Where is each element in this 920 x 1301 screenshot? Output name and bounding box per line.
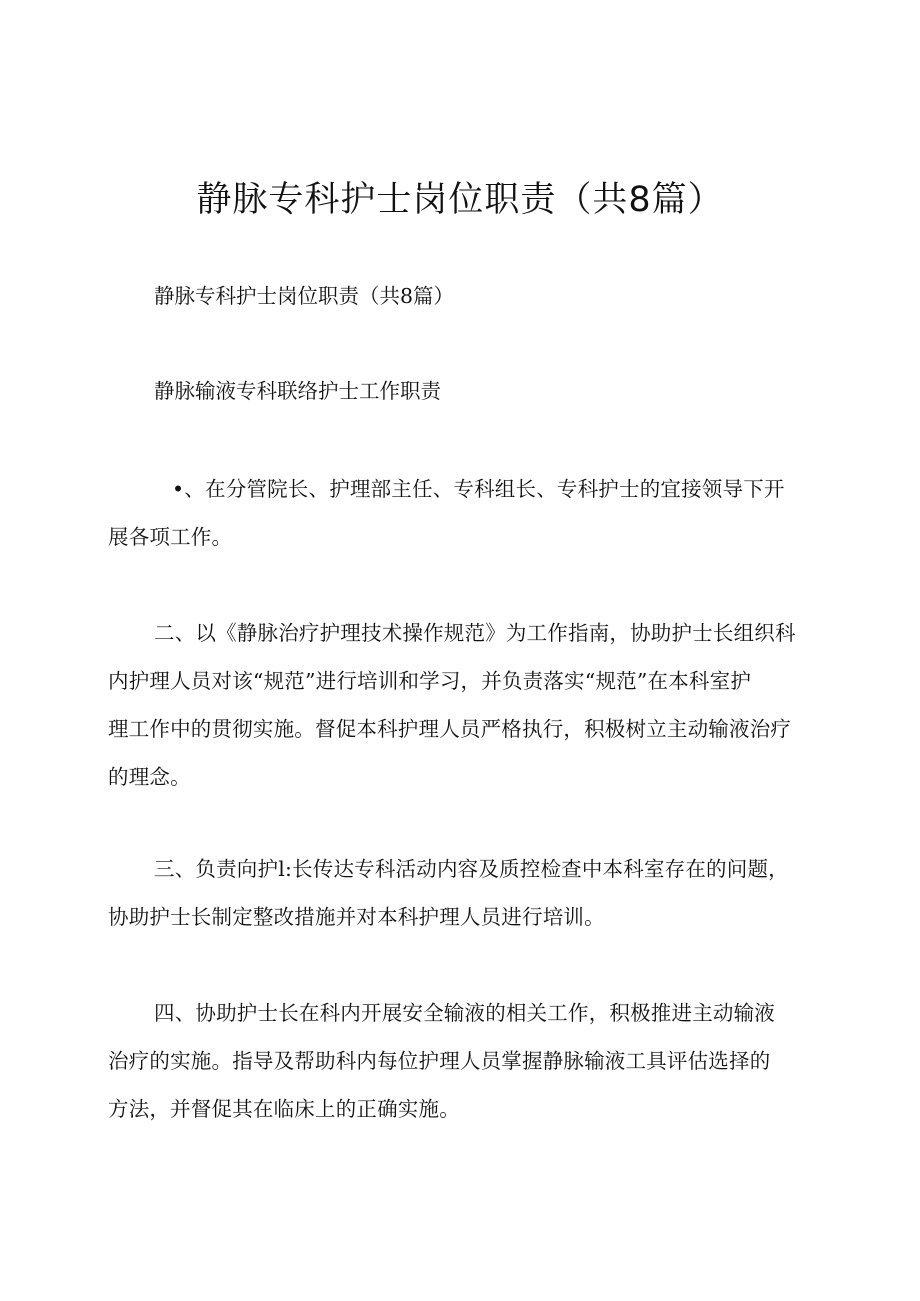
- paragraph-line: 方法，并督促其在临床上的正确实施。: [108, 1097, 460, 1121]
- paragraph-line: 内护理人员对该“规范”进行培训和学习，并负责落实“规范”在本科室护: [108, 669, 752, 693]
- document-title: 静脉专科护士岗位职责（共8篇）: [196, 180, 724, 220]
- paragraph-3: [108, 845, 812, 941]
- paragraph-line: •、在分管院长、护理部主任、专科组长、专科护士的宜接领导下开: [172, 477, 785, 501]
- paragraph-1: [108, 465, 812, 561]
- paragraph-line: 二、以《静脉治疗护理技术操作规范》为工作指南，协助护士长组织科: [154, 621, 796, 645]
- paragraph-2: [108, 609, 812, 801]
- section-heading: 静脉输液专科联络护士工作职责: [154, 379, 441, 403]
- paragraph-line: 治疗的实施。指导及帮助科内每位护理人员掌握静脉输液工具评估选择的: [108, 1049, 771, 1073]
- paragraph-line: 的理念。: [108, 765, 191, 789]
- paragraph-line: 理工作中的贯彻实施。督促本科护理人员严格执行，积极树立主动输液治疗: [108, 717, 792, 741]
- paragraph-line: 四、协助护士长在科内开展安全输液的相关工作，积极推进主动输液: [154, 1001, 775, 1025]
- paragraph-line: 协助护士长制定整改措施并对本科护理人员进行培训。: [108, 905, 605, 929]
- paragraph-line: 展各项工作。: [108, 525, 233, 549]
- paragraph-line: 三、负责向护l:长传达专科活动内容及质控检查中本科室存在的问题，: [154, 857, 789, 881]
- document-subtitle: 静脉专科护士岗位职责（共8篇）: [154, 284, 455, 308]
- paragraph-4: [108, 989, 812, 1133]
